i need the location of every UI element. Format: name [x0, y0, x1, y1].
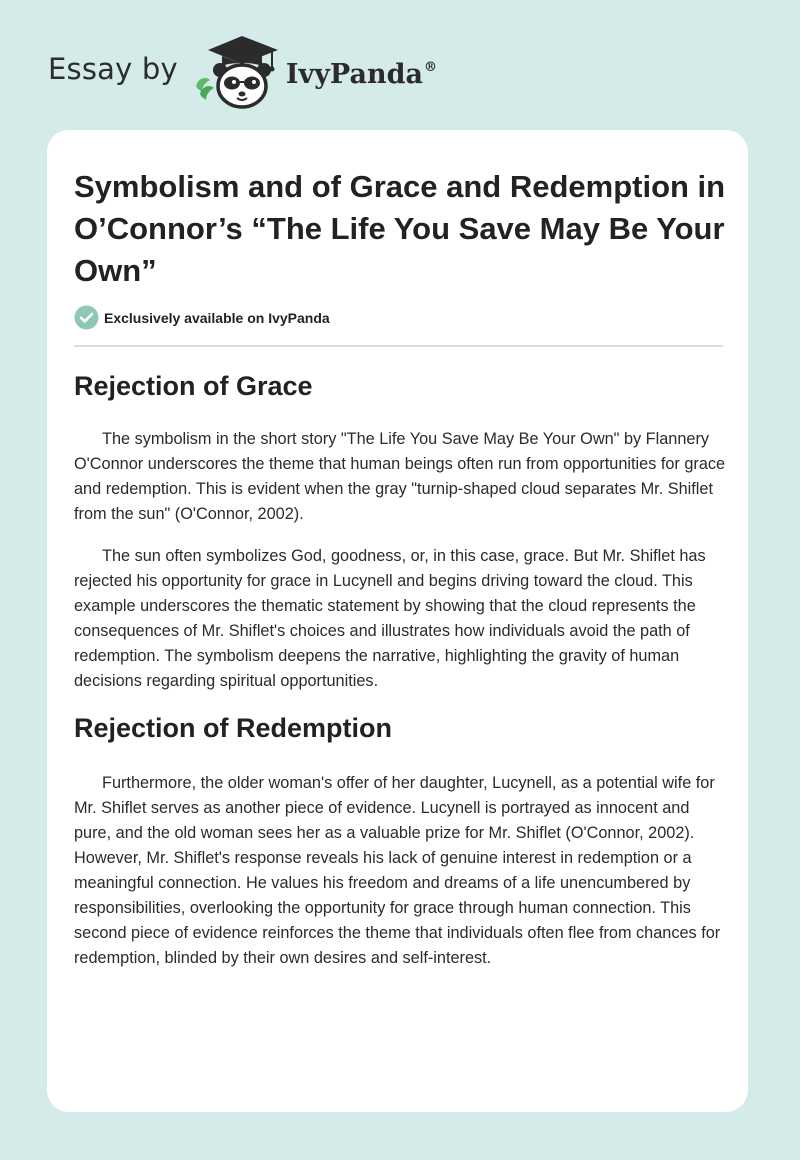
check-circle-icon: [74, 305, 99, 330]
section-heading-rejection-of-redemption: Rejection of Redemption: [74, 713, 393, 743]
panda-graduate-icon: [192, 34, 284, 110]
paragraph: The symbolism in the short story "The Life You Save May Be Your Own" by Flannery O'Connor underscores the theme that human beings often run from opportunities for grace and redemption. This is evident when the gray "turnip-shaped cloud separates Mr. Shiflet from the sun" (O'Connor, 2002).: [74, 430, 726, 523]
brand-header[interactable]: [48, 34, 437, 110]
essay-title: Symbolism and of Grace and Redemption in O’Connor’s “The Life You Save May Be Your Own”: [74, 169, 726, 288]
essay-card: [47, 130, 748, 1112]
brand-name: IvyPanda®: [285, 58, 437, 90]
exclusive-badge: [74, 305, 330, 330]
exclusive-label: Exclusively available on IvyPanda: [104, 309, 330, 326]
paragraph: The sun often symbolizes God, goodness, or, in this case, grace. But Mr. Shiflet has rejected his opportunity for grace in Lucynell and begins driving toward the cloud. This example underscores the thematic statement by showing that the cloud represents the consequences of Mr. Shiflet's choices and illustrates how individuals avoid the path of redemption. The symbolism deepens the narrative, highlighting the gravity of human decisions regarding spiritual opportunities.: [74, 547, 706, 690]
paragraph: Furthermore, the older woman's offer of her daughter, Lucynell, as a potential wife for Mr. Shiflet serves as another piece of evidence. Lucynell is portrayed as innocent and pure, and the old woman sees her as a valuable prize for Mr. Shiflet (O'Connor, 2002). However, Mr. Shiflet's response reveals his lack of genuine interest in redemption or a meaningful connection. He values his freedom and dreams of a life unencumbered by responsibilities, overlooking the opportunity for grace through human connection. This second piece of evidence reinforces the theme that individuals often flee from chances for redemption, blinded by their own desires and self-interest.: [74, 774, 721, 967]
section-heading-rejection-of-grace: Rejection of Grace: [74, 371, 313, 401]
brand-prefix: Essay by: [48, 52, 178, 86]
divider: [74, 345, 723, 347]
registered-mark: ®: [423, 59, 437, 75]
